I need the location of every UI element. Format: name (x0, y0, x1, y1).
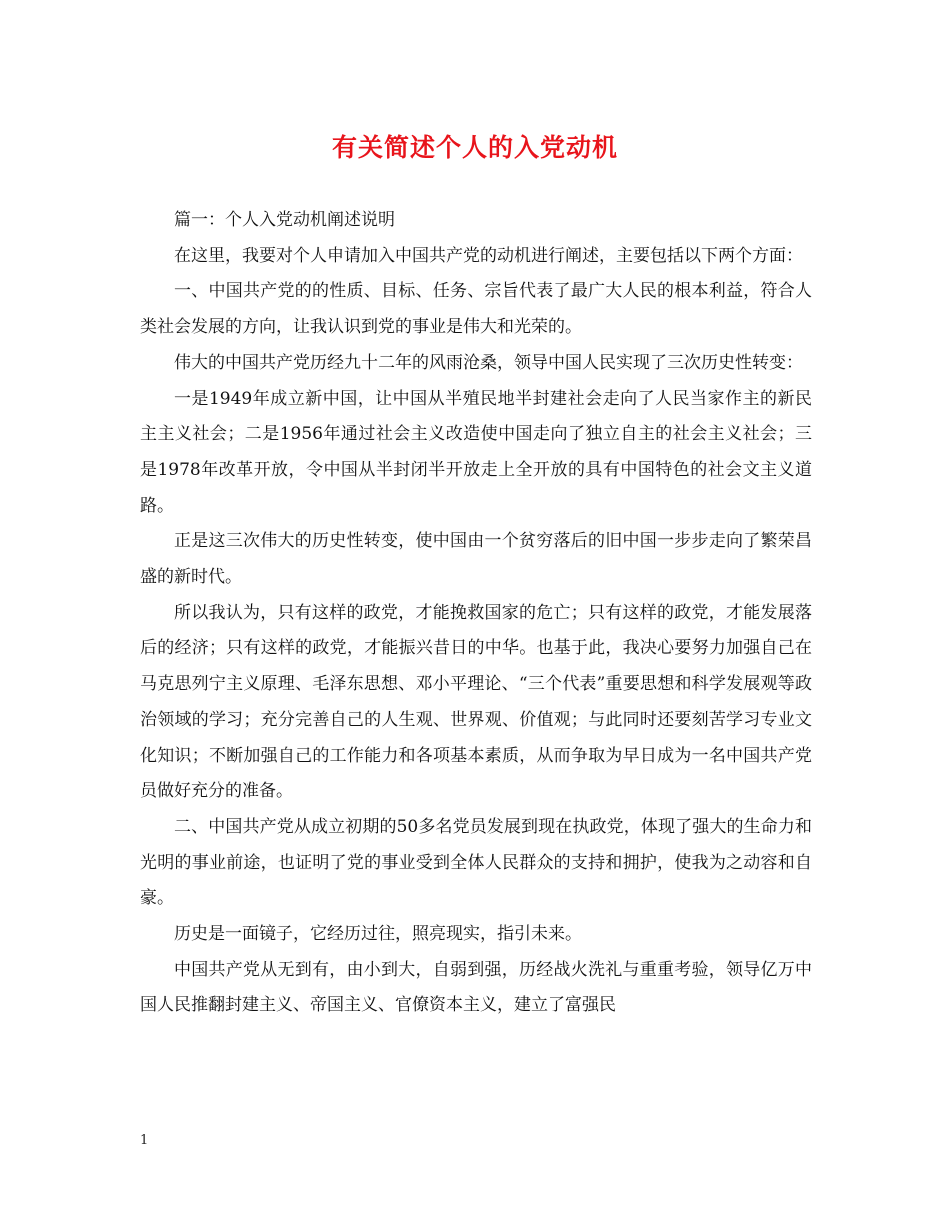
document-body (140, 203, 812, 1024)
paragraph: 二、中国共产党从成立初期的50多名党员发展到现在执政党，体现了强大的生命力和光明的事业前途，也证明了党的事业受到全体人民群众的支持和拥护，使我为之动容和自豪。 (140, 816, 812, 909)
paragraph: 在这里，我要对个人申请加入中国共产党的动机进行阐述，主要包括以下两个方面： (174, 245, 803, 266)
paragraph: 历史是一面镜子，它经历过往，照亮现实，指引未来。 (174, 924, 582, 945)
page-number: 1 (140, 1133, 149, 1148)
paragraph: 中国共产党从无到有，由小到大，自弱到强，历经战火洗礼与重重考验，领导亿万中国人民推翻封建主义、帝国主义、官僚资本主义，建立了富强民 (140, 959, 812, 1016)
paragraph: 正是这三次伟大的历史性转变，使中国由一个贫穷落后的旧中国一步步走向了繁荣昌盛的新时代。 (140, 531, 812, 588)
paragraph: 所以我认为，只有这样的政党，才能挽救国家的危亡；只有这样的政党，才能发展落后的经济；只有这样的政党，才能振兴昔日的中华。也基于此，我决心要努力加强自己在马克思列宁主义原理、毛泽东思想、邓小平理论、“三个代表”重要思想和科学发展观等政治领域的学习；充分完善自己的人生观、世界观、价值观；与此同时还要刻苦学习专业文化知识；不断加强自己的工作能力和各项基本素质，从而争取为早日成为一名中国共产党员做好充分的准备。 (140, 602, 812, 802)
paragraph: 篇一：个人入党动机阐述说明 (174, 210, 395, 230)
paragraph: 一、中国共产党的的性质、目标、任务、宗旨代表了最广大人民的根本利益，符合人类社会发展的方向，让我认识到党的事业是伟大和光荣的。 (140, 281, 812, 338)
paragraph: 伟大的中国共产党历经九十二年的风雨沧桑，领导中国人民实现了三次历史性转变： (174, 352, 803, 373)
paragraph: 一是1949年成立新中国，让中国从半殖民地半封建社会走向了人民当家作主的新民主主义社会；二是1956年通过社会主义改造使中国走向了独立自主的社会主义社会；三是1978年改革开放，令中国从半封闭半开放走上全开放的具有中国特色的社会文主义道路。 (140, 388, 812, 516)
document-title: 有关简述个人的入党动机 (331, 133, 618, 162)
